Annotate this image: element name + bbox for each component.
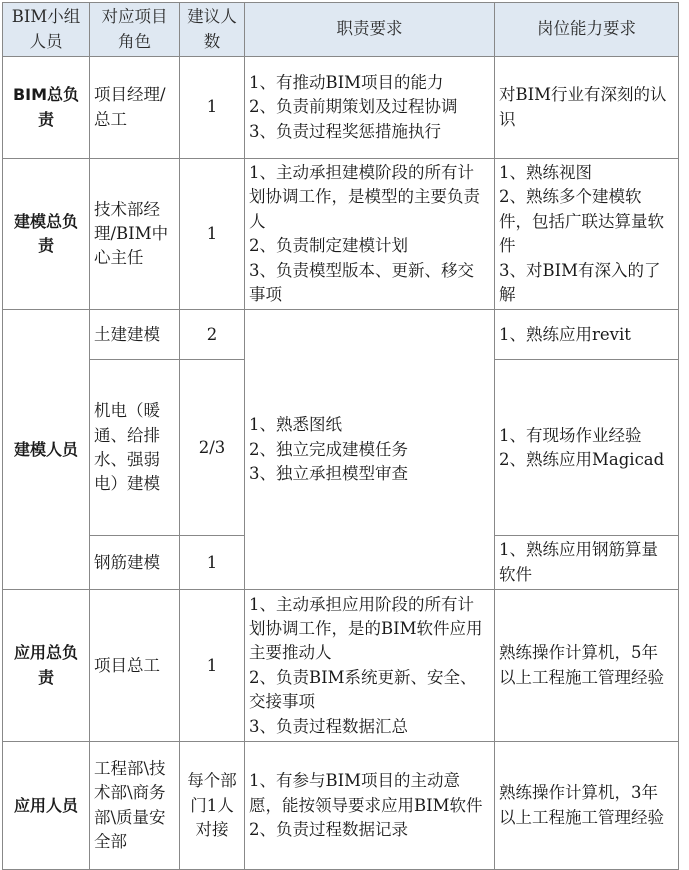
duty-line: 1、有推动BIM项目的能力 [249,72,444,92]
header-suggested-count: 建议人数 [180,3,245,57]
ability-line: 对BIM行业有深刻的认识 [499,85,667,129]
role-cell: 土建建模 [90,310,180,360]
duty-line: 3、独立承担模型审查 [249,464,408,484]
count-cell: 每个部门1人对接 [180,742,245,870]
role-cell: 技术部经理/BIM中心主任 [90,159,180,310]
ability-line: 1、熟练应用钢筋算量软件 [499,540,658,584]
duty-line: 2、负责制定建模计划 [249,236,408,256]
group-cell: 建模人员 [3,310,90,590]
duty-line: 2、负责前期策划及过程协调 [249,97,458,117]
duty-line: 1、熟悉图纸 [249,415,342,435]
role-cell: 项目经理/总工 [90,57,180,159]
duty-line: 3、负责过程奖惩措施执行 [249,121,441,141]
ability-line: 熟练操作计算机，5年以上工程施工管理经验 [499,643,664,687]
count-cell: 1 [180,57,245,159]
header-row [3,3,679,57]
group-cell: BIM总负责 [3,57,90,159]
ability-cell [495,57,679,159]
ability-line: 2、熟练应用Magicad [499,449,665,469]
role-cell: 项目总工 [90,590,180,742]
duty-line: 1、主动承担应用阶段的所有计划协调工作，是的BIM软件应用主要推动人 [249,594,483,663]
table-row [3,57,679,159]
table-row [3,159,679,310]
ability-cell [495,310,679,360]
count-cell: 1 [180,590,245,742]
table-row [3,310,679,360]
duty-line: 2、负责BIM系统更新、安全、交接事项 [249,667,477,712]
table-row [3,590,679,742]
duty-line: 3、负责过程数据汇总 [249,716,408,736]
duty-line: 1、有参与BIM项目的主动意愿，能按领导要求应用BIM软件 [249,771,483,815]
count-cell: 1 [180,159,245,310]
role-cell: 工程部\技术部\商务部\质量安全部 [90,742,180,870]
duties-cell [245,159,495,310]
ability-cell [495,159,679,310]
header-bim-group-member: BIM小组人员 [3,3,90,57]
role-cell: 钢筋建模 [90,536,180,590]
count-cell: 1 [180,536,245,590]
duty-line: 2、负责过程数据记录 [249,819,408,839]
duty-line: 3、负责模型版本、更新、移交事项 [249,260,474,305]
duties-cell [245,742,495,870]
ability-line: 1、熟练视图 [499,163,592,182]
bim-staffing-table [2,2,679,870]
role-cell: 机电（暖通、给排水、强弱电）建模 [90,360,180,536]
header-duty-requirements: 职责要求 [245,3,495,57]
group-cell: 应用人员 [3,742,90,870]
ability-cell [495,590,679,742]
ability-line: 1、有现场作业经验 [499,425,642,445]
ability-line: 1、熟练应用revit [499,324,631,344]
group-cell: 建模总负责 [3,159,90,310]
ability-line: 2、熟练多个建模软件，包括广联达算量软件 [499,187,664,256]
count-cell: 2/3 [180,360,245,536]
duties-cell [245,57,495,159]
table-row [3,742,679,870]
ability-cell [495,360,679,536]
count-cell: 2 [180,310,245,360]
duty-line: 1、主动承担建模阶段的所有计划协调工作，是模型的主要负责人 [249,163,480,231]
duties-cell [245,310,495,590]
header-ability-requirements: 岗位能力要求 [495,3,679,57]
ability-line: 熟练操作计算机，3年以上工程施工管理经验 [499,783,664,827]
ability-cell [495,536,679,590]
group-cell: 应用总负责 [3,590,90,742]
duties-cell [245,590,495,742]
ability-cell [495,742,679,870]
duty-line: 2、独立完成建模任务 [249,439,408,459]
ability-line: 3、对BIM有深入的了解 [499,260,661,305]
header-project-role: 对应项目角色 [90,3,180,57]
